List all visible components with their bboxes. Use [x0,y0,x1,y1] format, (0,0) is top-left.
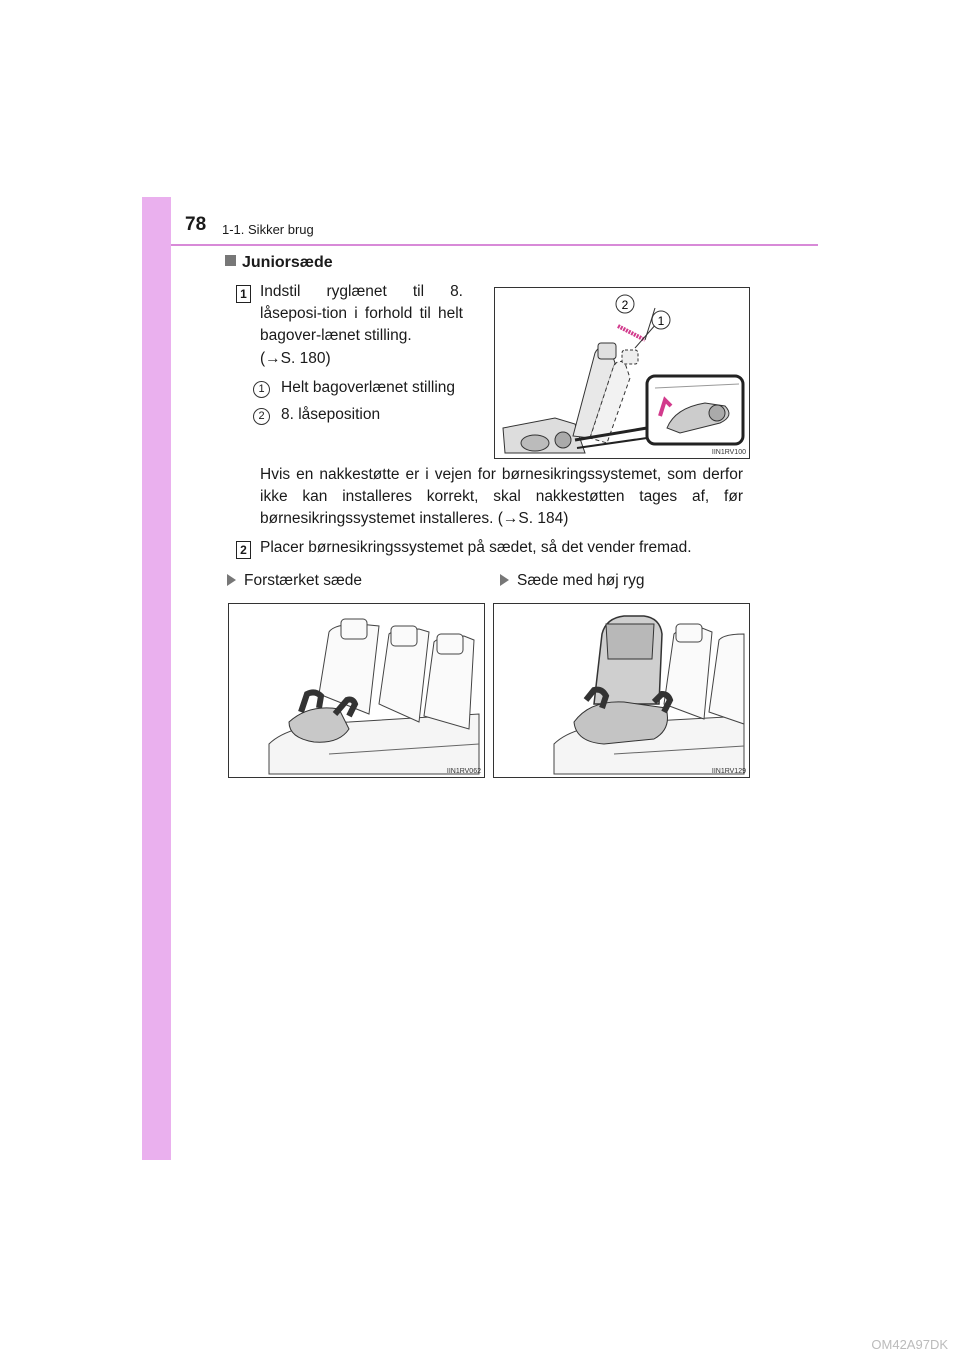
step1-reference: (→S. 180) [260,350,331,367]
figure-code: IIN1RV100 [711,449,746,456]
figure-code: IIN1RV129 [711,768,746,775]
triangle-bullet-icon [500,574,509,586]
page-header [142,197,818,245]
footer-code: OM42A97DK [871,1337,948,1352]
booster-seat-illustration [229,604,484,777]
page-number: 78 [185,214,207,235]
callout-text-2: 8. låseposition [281,406,381,423]
triangle-bullet-icon [227,574,236,586]
figure-label-highback: Sæde med høj ryg [500,570,645,592]
step-number-2: 2 [236,541,251,559]
callout-number-1: 1 [253,381,270,398]
figure-label-booster: Forstærket sæde [227,570,362,592]
header-divider [171,244,818,246]
highback-seat-illustration [494,604,749,777]
callout-text-1: Helt bagoverlænet stilling [281,379,456,396]
recline-figure [494,287,750,459]
figure-code: IIN1RV062 [446,768,481,775]
callout-number-2: 2 [253,408,270,425]
highback-seat-figure [493,603,750,778]
side-color-bar [142,197,171,1160]
booster-seat-figure [228,603,485,778]
step1-text: Indstil ryglænet til 8. låseposi-tion i forhold til helt bagover-lænet stilling. [260,283,463,344]
square-bullet-icon [225,255,236,266]
step1-note: Hvis en nakkestøtte er i vejen for børnesikringssystemet, som derfor ikke kan installeres korrekt, skal nakkestøtten tages af, før børnesikringssystemet installeres. (→S. 184) [260,466,743,527]
svg-text:1: 1 [657,314,665,328]
step2-text: Placer børnesikringssystemet på sædet, så det vender fremad. [260,539,692,556]
step-number-1: 1 [236,285,251,303]
svg-text:2: 2 [621,298,629,312]
recline-illustration [495,288,749,458]
section-heading: Juniorsæde [225,254,333,272]
section-title: 1-1. Sikker brug [222,222,314,237]
